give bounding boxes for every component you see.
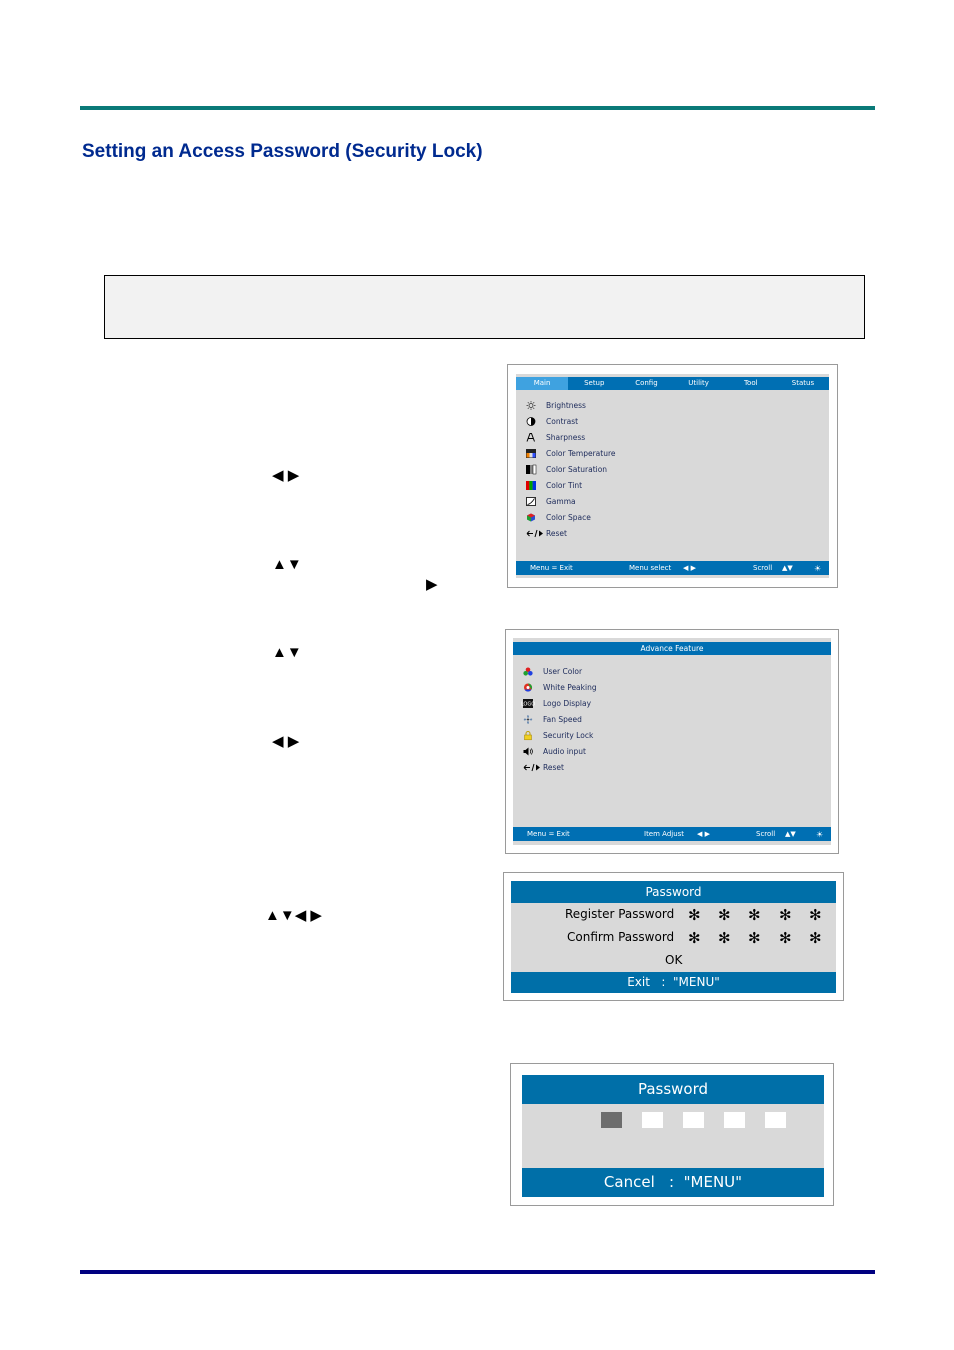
color-saturation-icon xyxy=(526,465,536,474)
menu-item-white-peaking[interactable]: White Peaking xyxy=(523,680,597,694)
sharpness-icon xyxy=(526,433,536,442)
menu-item-security-lock[interactable]: Security Lock xyxy=(523,728,593,742)
menu-item-color-space[interactable]: Color Space xyxy=(526,510,591,524)
password-digit[interactable]: ✻ xyxy=(779,906,792,924)
bottom-divider xyxy=(80,1270,875,1274)
speaker-icon xyxy=(523,747,533,756)
tab-utility[interactable]: Utility xyxy=(688,379,709,387)
confirm-digit[interactable]: ✻ xyxy=(688,929,701,947)
menu-item-brightness[interactable]: Brightness xyxy=(526,398,586,412)
menu-item-color-temperature[interactable]: Color Temperature xyxy=(526,446,615,460)
left-right-arrows-icon: ◀ ▶ xyxy=(272,467,300,484)
top-divider xyxy=(80,106,875,110)
footer-scroll-hint: Scroll xyxy=(753,564,773,572)
fan-icon xyxy=(523,715,533,724)
register-password-label: Register Password xyxy=(565,907,675,921)
sun-icon xyxy=(526,401,536,410)
tab-config[interactable]: Config xyxy=(635,379,658,387)
reset-icon xyxy=(526,529,544,538)
logo-icon xyxy=(520,699,536,708)
note-box xyxy=(104,275,865,339)
footer-scroll-hint: Scroll xyxy=(756,830,776,838)
color-space-icon xyxy=(526,513,536,522)
footer-select-hint: Menu select xyxy=(629,564,672,572)
confirm-digit[interactable]: ✻ xyxy=(809,929,822,947)
menu-item-contrast[interactable]: Contrast xyxy=(526,414,578,428)
confirm-password-label: Confirm Password xyxy=(567,930,675,944)
menu-item-user-color[interactable]: User Color xyxy=(523,664,582,678)
password-digit[interactable]: ✻ xyxy=(718,906,731,924)
user-color-icon xyxy=(523,667,533,676)
left-right-icon: ◀ ▶ xyxy=(697,830,710,838)
menu-item-fan-speed[interactable]: Fan Speed xyxy=(523,712,582,726)
password-cell[interactable] xyxy=(765,1112,786,1128)
menu-item-reset[interactable]: Reset xyxy=(523,760,564,774)
up-down-arrows-icon: ▲▼ xyxy=(272,644,302,661)
password-entry-dialog xyxy=(510,1063,834,1206)
lamp-icon: ☀ xyxy=(816,829,824,839)
ok-button[interactable]: OK xyxy=(665,953,683,967)
color-tint-icon xyxy=(526,481,536,490)
footer-exit-hint: Menu = Exit xyxy=(530,564,573,572)
gamma-icon xyxy=(526,497,536,506)
confirm-digit[interactable]: ✻ xyxy=(748,929,761,947)
up-down-icon: ▲▼ xyxy=(782,564,793,572)
left-right-arrows-icon: ◀ ▶ xyxy=(272,733,300,750)
advance-feature-title: Advance Feature xyxy=(513,642,831,655)
menu-item-gamma[interactable]: Gamma xyxy=(526,494,576,508)
up-down-icon: ▲▼ xyxy=(785,830,796,838)
dialog-title: Password xyxy=(511,881,836,903)
osd-footer xyxy=(516,561,829,575)
left-right-icon: ◀ ▶ xyxy=(683,564,696,572)
menu-item-color-saturation[interactable]: Color Saturation xyxy=(526,462,607,476)
right-arrow-icon: ▶ xyxy=(426,576,438,593)
reset-icon xyxy=(523,763,541,772)
confirm-digit[interactable]: ✻ xyxy=(779,929,792,947)
color-temperature-icon xyxy=(526,449,536,458)
tab-main[interactable]: Main xyxy=(516,377,568,390)
password-cell[interactable] xyxy=(642,1112,663,1128)
password-register-dialog xyxy=(503,872,844,1001)
tab-setup[interactable]: Setup xyxy=(584,379,605,387)
osd-footer xyxy=(513,827,831,841)
confirm-digit[interactable]: ✻ xyxy=(718,929,731,947)
footer-exit-hint: Menu = Exit xyxy=(527,830,570,838)
footer-adjust-hint: Item Adjust xyxy=(644,830,685,838)
osd-main-menu xyxy=(507,364,838,588)
osd-tab-bar xyxy=(516,377,829,390)
half-circle-icon xyxy=(526,417,536,426)
password-cell[interactable] xyxy=(683,1112,704,1128)
password-cell-active[interactable] xyxy=(601,1112,622,1128)
password-digit[interactable]: ✻ xyxy=(809,906,822,924)
section-title: Setting an Access Password (Security Lock) xyxy=(82,141,483,162)
password-digit[interactable]: ✻ xyxy=(688,906,701,924)
lamp-icon: ☀ xyxy=(814,563,822,573)
svg-text:LOGO: LOGO xyxy=(520,701,536,707)
menu-item-reset[interactable]: Reset xyxy=(526,526,567,540)
menu-item-audio-input[interactable]: Audio input xyxy=(523,744,586,758)
menu-item-sharpness[interactable]: Sharpness xyxy=(526,430,585,444)
exit-hint: Exit : "MENU" xyxy=(511,972,836,993)
tab-tool[interactable]: Tool xyxy=(743,379,758,387)
menu-item-color-tint[interactable]: Color Tint xyxy=(526,478,582,492)
cancel-hint: Cancel : "MENU" xyxy=(522,1168,824,1197)
menu-item-logo-display[interactable]: LOGO Logo Display xyxy=(520,698,592,708)
lock-icon xyxy=(523,731,533,740)
white-peaking-icon xyxy=(523,683,533,692)
password-cell[interactable] xyxy=(724,1112,745,1128)
tab-status[interactable]: Status xyxy=(791,379,815,387)
dialog-title: Password xyxy=(522,1075,824,1104)
password-digit[interactable]: ✻ xyxy=(748,906,761,924)
four-way-arrows-icon: ▲▼◀ ▶ xyxy=(265,907,322,924)
up-down-arrows-icon: ▲▼ xyxy=(272,556,302,573)
osd-advance-feature xyxy=(505,629,839,854)
